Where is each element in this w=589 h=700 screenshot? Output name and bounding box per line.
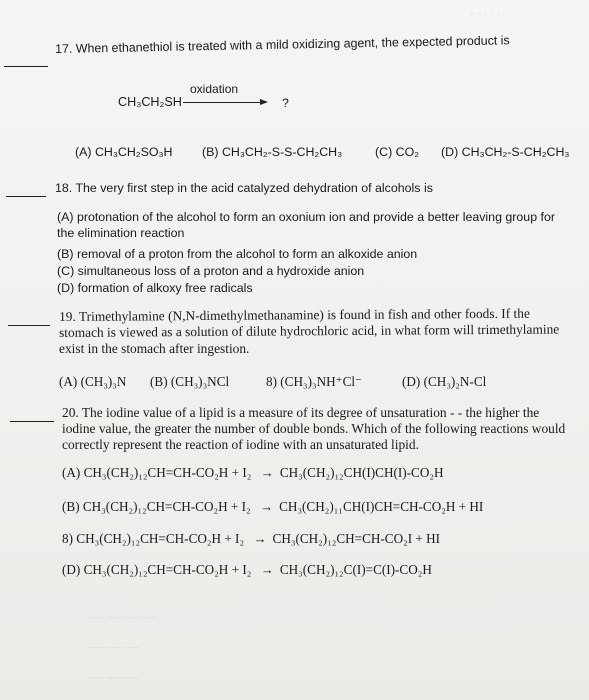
- q17-option-a[interactable]: (A) CH₃CH₂SO₃H: [75, 145, 173, 159]
- q20-option-d-label: (D): [62, 562, 84, 577]
- question-20-line-2: iodine value, the greater the number of double bonds. Which of the following reactions would: [62, 421, 566, 436]
- q18-option-c[interactable]: (C) simultaneous loss of a proton and a hydroxide anion: [57, 264, 365, 278]
- reaction-arrow-icon: →: [260, 465, 274, 480]
- q20-option-c-reactants: CH₃(CH₂)₁₂CH=CH-CO₂H + I₂: [76, 531, 245, 546]
- question-18-text: 18. The very first step in the acid catalyzed dehydration of alcohols is: [55, 181, 433, 195]
- q19-option-b[interactable]: (B) (CH₃)₃NCl: [150, 374, 230, 389]
- q18-option-a-continued: the elimination reaction: [57, 226, 185, 240]
- question-19-line-2: stomach is viewed as a solution of dilute hydrochloric acid, in what form will trimethylamine: [59, 321, 560, 340]
- reactant-formula: CH₃CH₂SH: [118, 95, 182, 109]
- reaction-arrow-head: [260, 99, 268, 105]
- q20-option-a-products: CH₃(CH₂)₁₂CH(I)CH(I)-CO₂H: [279, 465, 444, 480]
- bleed-through-text: · · · · ·: [470, 8, 501, 20]
- question-17-text: 17. When ethanethiol is treated with a mild oxidizing agent, the expected product is: [55, 33, 510, 56]
- answer-blank-17[interactable]: [4, 66, 48, 67]
- q17-option-b[interactable]: (B) CH₃CH₂-S-S-CH₂CH₃: [202, 145, 343, 159]
- reaction-arrow-icon: →: [260, 562, 274, 577]
- bleed-through-structure: — — —: [90, 640, 139, 655]
- q19-option-a[interactable]: (A) (CH₃)₃N: [59, 374, 127, 389]
- q20-option-d-reactants: CH₃(CH₂)₁₂CH=CH-CO₂H + I₂: [83, 562, 252, 577]
- q20-option-c-label: 8): [62, 531, 77, 546]
- answer-blank-19[interactable]: [8, 325, 50, 326]
- q17-option-c[interactable]: (C) CO₂: [375, 145, 420, 159]
- question-19-line-1: 19. Trimethylamine (N,N-dimethylmethanamine) is found in fish and other foods. If the: [59, 305, 530, 324]
- q20-option-a[interactable]: [62, 465, 443, 481]
- answer-blank-18[interactable]: [6, 196, 46, 197]
- q20-option-b[interactable]: [62, 499, 483, 515]
- q20-option-a-label: (A): [62, 465, 84, 480]
- question-20-line-3: correctly represent the reaction of iodine with an unsaturated lipid.: [62, 437, 419, 452]
- question-19-line-3: exist in the stomach after ingestion.: [59, 341, 250, 356]
- q20-option-d[interactable]: [62, 562, 432, 578]
- bleed-through-structure: — — — —: [90, 610, 157, 625]
- reaction-arrow-label: oxidation: [190, 82, 239, 96]
- q19-option-d[interactable]: (D) (CH₃)₂N-Cl: [402, 374, 487, 389]
- q17-option-d[interactable]: (D) CH₃CH₂-S-CH₂CH₃: [441, 145, 570, 159]
- q18-option-b[interactable]: (B) removal of a proton from the alcohol to form an alkoxide anion: [57, 247, 418, 261]
- q20-option-b-label: (B): [62, 499, 83, 514]
- reaction-arrow-icon: →: [259, 499, 274, 514]
- q20-option-b-reactants: CH₃(CH₂)₁₂CH=CH-CO₂H + I₂: [82, 499, 251, 514]
- q19-option-c[interactable]: 8) (CH₃)₃NH⁺Cl⁻: [266, 374, 363, 389]
- reaction-arrow: [183, 102, 261, 103]
- q18-option-d[interactable]: (D) formation of alkoxy free radicals: [57, 281, 253, 295]
- reaction-arrow-icon: →: [253, 531, 267, 546]
- q20-option-b-products: CH₃(CH₂)₁₁CH(I)CH=CH-CO₂H + HI: [279, 499, 484, 514]
- q20-option-c-products: CH₃(CH₂)₁₂CH=CH-CO₂I + HI: [272, 531, 441, 546]
- q20-option-c[interactable]: [62, 531, 440, 547]
- question-20-line-1: 20. The iodine value of a lipid is a measure of its degree of unsaturation - - the higher the: [62, 405, 540, 420]
- answer-blank-20[interactable]: [10, 421, 54, 422]
- bleed-through-structure: — — —: [90, 670, 139, 685]
- q18-option-a[interactable]: (A) protonation of the alcohol to form an oxonium ion and provide a better leaving group for: [57, 210, 555, 224]
- product-unknown: ?: [282, 96, 289, 110]
- q20-option-d-products: CH₃(CH₂)₁₂C(I)=C(I)-CO₂H: [279, 562, 432, 577]
- q20-option-a-reactants: CH₃(CH₂)₁₂CH=CH-CO₂H + I₂: [83, 465, 252, 480]
